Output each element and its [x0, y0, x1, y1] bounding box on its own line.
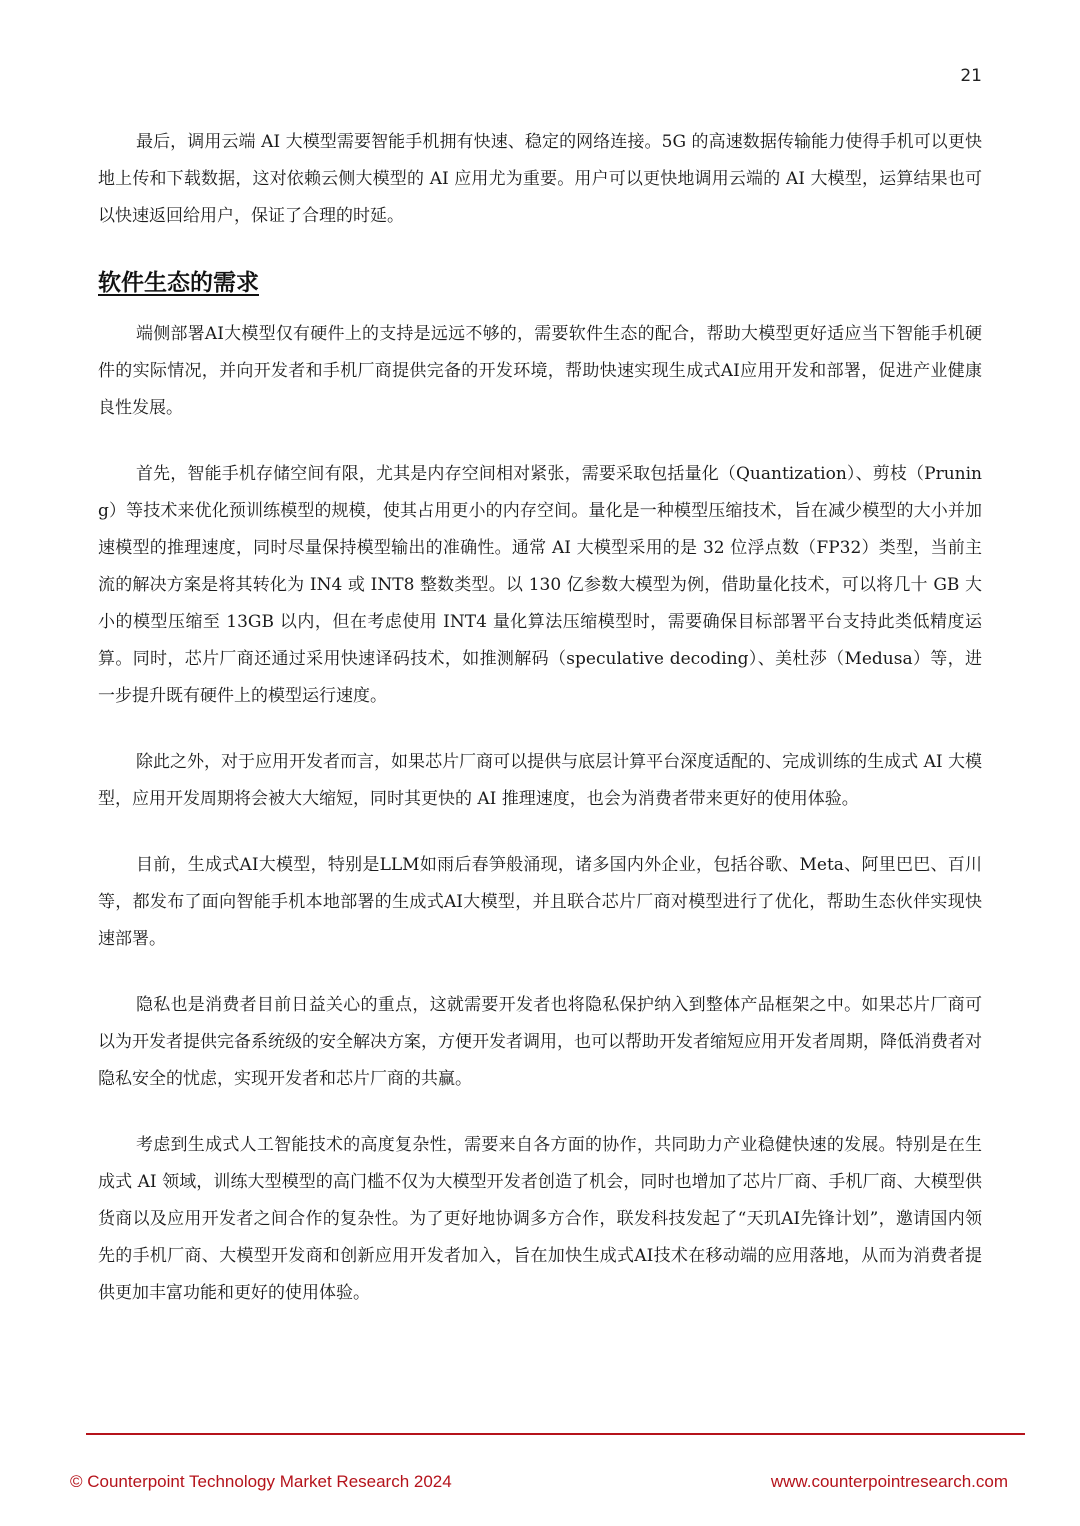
footer-copyright: © Counterpoint Technology Market Research 2024 [70, 1472, 452, 1491]
paragraph-privacy: 隐私也是消费者目前日益关心的重点，这就需要开发者也将隐私保护纳入到整体产品框架之中。如果芯片厂商可以为开发者提供完备系统级的安全解决方案，方便开发者调用，也可以帮助开发者缩短应用开发者周期，降低消费者对隐私安全的忧虑，实现开发者和芯片厂商的共赢。 [98, 995, 982, 1089]
paragraph-software-ecosystem: 端侧部署AI大模型仅有硬件上的支持是远远不够的，需要软件生态的配合，帮助大模型更好适应当下智能手机硬件的实际情况，并向开发者和手机厂商提供完备的开发环境，帮助快速实现生成式AI应用开发和部署，促进产业健康良性发展。 [98, 324, 982, 418]
paragraph-quantization: 首先，智能手机存储空间有限，尤其是内存空间相对紧张，需要采取包括量化（Quantization）、剪枝（Pruning）等技术来优化预训练模型的规模，使其占用更小的内存空间。量化是一种模型压缩技术，旨在减少模型的大小并加速模型的推理速度，同时尽量保持模型输出的准确性。通常 AI 大模型采用的是 32 位浮点数（FP32）类型，当前主流的解决方案是将其转化为 IN4 或 INT8 整数类型。以 130 亿参数大模型为例，借助量化技术，可以将几十 GB 大小的模型压缩至 13GB 以内，但在考虑使用 INT4 量化算法压缩模型时，需要确保目标部署平台支持此类低精度运算。同时，芯片厂商还通过采用快速译码技术，如推测解码（speculative decoding）、美杜莎（Medusa）等，进一步提升既有硬件上的模型运行速度。 [98, 464, 982, 706]
footer-divider [86, 1433, 1025, 1435]
footer-website-link[interactable]: www.counterpointresearch.com [770, 1472, 1008, 1491]
section-heading: 软件生态的需求 [98, 270, 259, 296]
page-number: 21 [960, 66, 982, 86]
paragraph-collaboration: 考虑到生成式人工智能技术的高度复杂性，需要来自各方面的协作，共同助力产业稳健快速的发展。特别是在生成式 AI 领域，训练大型模型的高门槛不仅为大模型开发者创造了机会，同时也增加了芯片厂商、手机厂商、大模型供货商以及应用开发者之间合作的复杂性。为了更好地协调多方合作，联发科技发起了“天玑AI先锋计划”，邀请国内领先的手机厂商、大模型开发商和创新应用开发者加入，旨在加快生成式AI技术在移动端的应用落地，从而为消费者提供更加丰富功能和更好的使用体验。 [98, 1135, 982, 1303]
paragraph-app-developers: 除此之外，对于应用开发者而言，如果芯片厂商可以提供与底层计算平台深度适配的、完成训练的生成式 AI 大模型，应用开发周期将会被大大缩短，同时其更快的 AI 推理速度，也会为消费者带来更好的使用体验。 [98, 752, 982, 809]
paragraph-cloud-network: 最后，调用云端 AI 大模型需要智能手机拥有快速、稳定的网络连接。5G 的高速数据传输能力使得手机可以更快地上传和下载数据，这对依赖云侧大模型的 AI 应用尤为重要。用户可以更快地调用云端的 AI 大模型，运算结果也可以快速返回给用户，保证了合理的时延。 [98, 132, 982, 226]
paragraph-llm-vendors: 目前，生成式AI大模型，特别是LLM如雨后春笋般涌现，诸多国内外企业，包括谷歌、Meta、阿里巴巴、百川等，都发布了面向智能手机本地部署的生成式AI大模型，并且联合芯片厂商对模型进行了优化，帮助生态伙伴实现快速部署。 [98, 855, 982, 949]
document-body [98, 124, 982, 1341]
